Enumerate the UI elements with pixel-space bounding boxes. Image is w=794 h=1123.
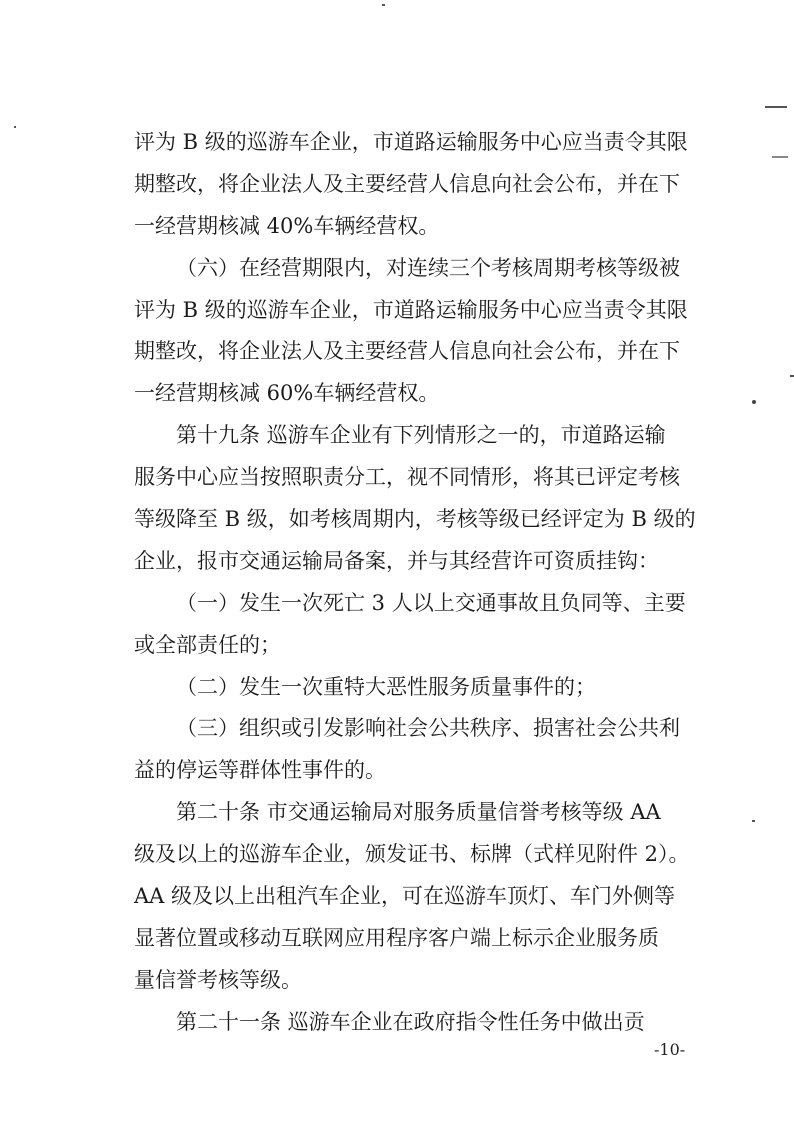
text-line: 评为 B 级的巡游车企业，市道路运输服务中心应当责令其限	[134, 130, 688, 154]
page-number: -10-	[654, 1040, 686, 1059]
scan-mark	[772, 156, 788, 158]
text-line: 期整改，将企业法人及主要经营人信息向社会公布，并在下	[134, 171, 680, 196]
text-line: 或全部责任的；	[134, 632, 281, 657]
text-line: （六）在经营期限内，对连续三个考核周期考核等级被	[176, 255, 680, 280]
text-line: 益的停运等群体性事件的。	[134, 758, 386, 783]
text-line: 显著位置或移动互联网应用程序客户端上标示企业服务质	[134, 925, 659, 950]
text-line: 量信誉考核等级。	[134, 967, 302, 992]
text-line: 一经营期核减 40%车辆经营权。	[134, 213, 440, 238]
text-line: 等级降至 B 级，如考核周期内，考核等级已经评定为 B 级的	[134, 507, 696, 532]
text-line: （三）组织或引发影响社会公共秩序、损害社会公共利	[176, 716, 680, 741]
text-line: 级及以上的巡游车企业，颁发证书、标牌（式样见附件 2）。	[134, 842, 690, 867]
scan-mark	[790, 375, 794, 377]
scan-mark	[765, 106, 787, 108]
text-line: 期整改，将企业法人及主要经营人信息向社会公布，并在下	[134, 339, 680, 364]
text-line: 一经营期核减 60%车辆经营权。	[134, 381, 440, 406]
text-line: 服务中心应当按照职责分工，视不同情形，将其已评定考核	[134, 465, 680, 490]
text-line: 企业，报市交通运输局备案，并与其经营许可资质挂钩：	[134, 548, 659, 573]
body-text	[134, 122, 696, 1044]
scan-mark	[382, 4, 385, 6]
text-line: （一）发生一次死亡 3 人以上交通事故且负同等、主要	[176, 590, 686, 615]
text-line: 第二十一条 巡游车企业在政府指令性任务中做出贡	[176, 1009, 645, 1034]
text-line: 评为 B 级的巡游车企业，市道路运输服务中心应当责令其限	[134, 297, 688, 322]
text-line: AA 级及以上出租汽车企业，可在巡游车顶灯、车门外侧等	[134, 884, 676, 909]
scan-mark	[752, 820, 755, 822]
text-line: （二）发生一次重特大恶性服务质量事件的；	[176, 674, 596, 699]
text-line: 第十九条 巡游车企业有下列情形之一的，市道路运输	[176, 423, 666, 448]
text-line: 第二十条 市交通运输局对服务质量信誉考核等级 AA	[176, 800, 661, 825]
scan-mark	[14, 126, 16, 128]
scan-dot	[752, 400, 756, 404]
